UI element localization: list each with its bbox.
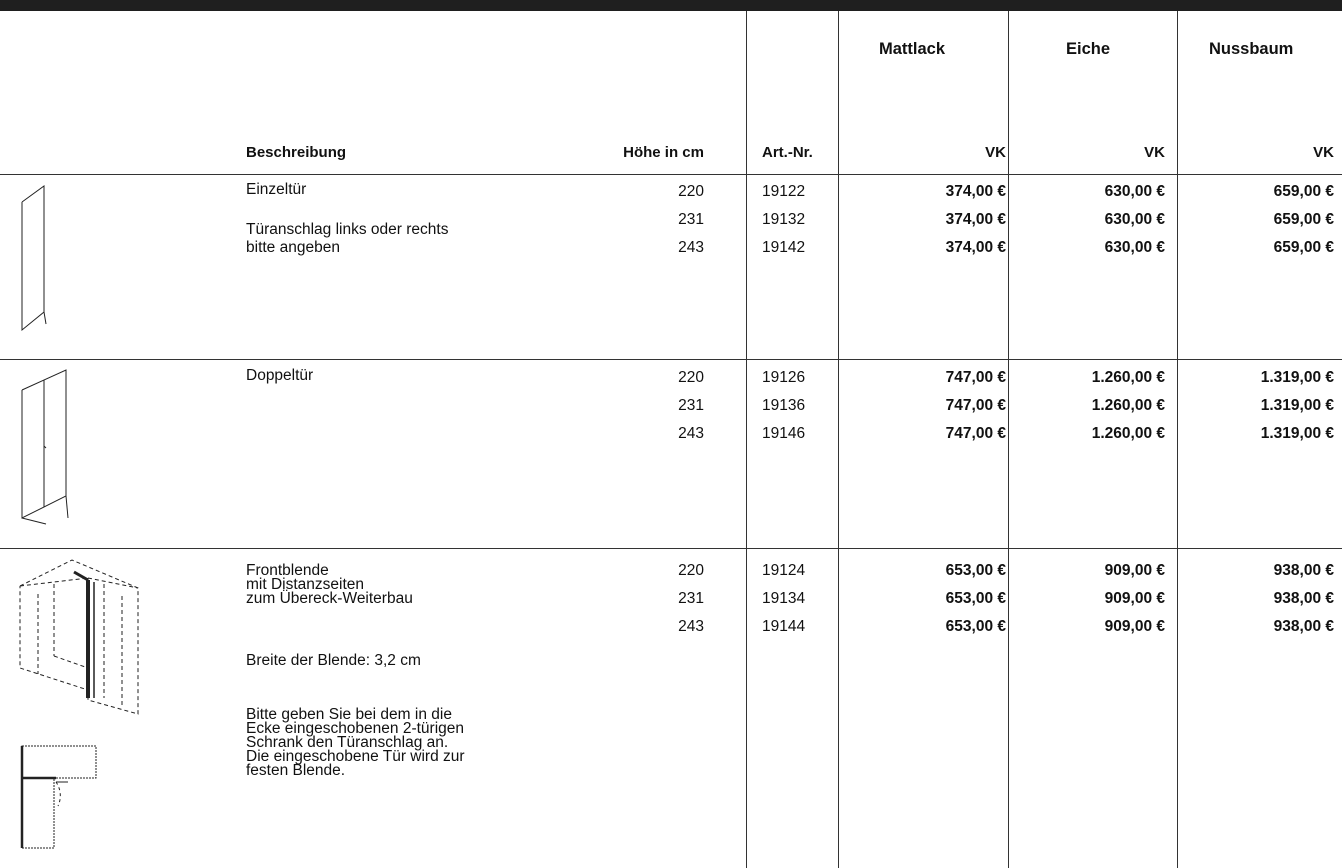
article-number: 19144 [762,618,806,635]
double-door-icon [18,368,78,530]
price-nussbaum: 659,00 € [1273,211,1334,228]
price-nussbaum: 1.319,00 € [1260,397,1334,414]
height-value: 243 [678,618,704,635]
hint-line: Ecke eingeschobenen 2-türigen [246,720,465,737]
front-panel-subtitle: zum Übereck-Weiterbau [246,590,413,607]
article-number: 19124 [762,562,806,579]
height-value: 231 [678,590,704,607]
hint-line: Bitte geben Sie bei dem in die [246,706,452,723]
price-nussbaum: 1.319,00 € [1260,369,1334,386]
article-number: 19142 [762,239,806,256]
section-title-single-door: Einzeltür [246,181,307,198]
price-mattlack: 374,00 € [945,183,1006,200]
height-value: 220 [678,183,704,200]
door-hinge-note: Türanschlag links oder rechts [246,221,449,238]
row-divider [0,174,1342,175]
price-mattlack: 653,00 € [945,562,1006,579]
corner-floorplan-icon [18,742,98,852]
price-eiche: 630,00 € [1104,239,1165,256]
section-title-front-panel: Frontblende [246,562,329,579]
price-mattlack: 653,00 € [945,618,1006,635]
article-number: 19136 [762,397,806,414]
price-mattlack: 747,00 € [945,397,1006,414]
hint-line: festen Blende. [246,762,346,779]
price-mattlack: 747,00 € [945,425,1006,442]
column-divider [838,11,839,868]
price-eiche: 630,00 € [1104,211,1165,228]
section-title-double-door: Doppeltür [246,367,314,384]
column-divider [746,11,747,868]
price-nussbaum: 938,00 € [1273,562,1334,579]
price-nussbaum: 938,00 € [1273,590,1334,607]
header-material-eiche: Eiche [1066,40,1111,58]
price-eiche: 1.260,00 € [1091,397,1165,414]
price-nussbaum: 938,00 € [1273,618,1334,635]
panel-width-note: Breite der Blende: 3,2 cm [246,652,421,669]
single-door-icon [18,184,58,334]
header-vk-nussbaum: VK [1313,144,1334,161]
article-number: 19126 [762,369,806,386]
top-bar [0,0,1342,11]
front-panel-subtitle: mit Distanzseiten [246,576,365,593]
price-eiche: 1.260,00 € [1091,369,1165,386]
price-nussbaum: 1.319,00 € [1260,425,1334,442]
article-number: 19146 [762,425,806,442]
row-divider [0,359,1342,360]
price-mattlack: 374,00 € [945,211,1006,228]
price-mattlack: 374,00 € [945,239,1006,256]
article-number: 19122 [762,183,806,200]
corner-panel-icon [18,558,142,720]
height-value: 220 [678,369,704,386]
header-artnr: Art.-Nr. [762,144,813,161]
hint-line: Die eingeschobene Tür wird zur [246,748,465,765]
price-eiche: 1.260,00 € [1091,425,1165,442]
price-nussbaum: 659,00 € [1273,239,1334,256]
price-eiche: 909,00 € [1104,618,1165,635]
article-number: 19132 [762,211,806,228]
header-height: Höhe in cm [623,144,704,161]
price-mattlack: 653,00 € [945,590,1006,607]
column-divider [1177,11,1178,868]
header-vk-eiche: VK [1144,144,1165,161]
header-vk-mattlack: VK [985,144,1006,161]
height-value: 243 [678,239,704,256]
door-hinge-note: bitte angeben [246,239,340,256]
price-nussbaum: 659,00 € [1273,183,1334,200]
height-value: 243 [678,425,704,442]
header-material-mattlack: Mattlack [879,40,946,58]
article-number: 19134 [762,590,806,607]
price-eiche: 909,00 € [1104,590,1165,607]
price-eiche: 630,00 € [1104,183,1165,200]
row-divider [0,548,1342,549]
hint-line: Schrank den Türanschlag an. [246,734,449,751]
height-value: 231 [678,211,704,228]
header-material-nussbaum: Nussbaum [1209,40,1294,58]
column-divider [1008,11,1009,868]
height-value: 220 [678,562,704,579]
price-eiche: 909,00 € [1104,562,1165,579]
price-mattlack: 747,00 € [945,369,1006,386]
height-value: 231 [678,397,704,414]
header-description: Beschreibung [246,144,347,161]
